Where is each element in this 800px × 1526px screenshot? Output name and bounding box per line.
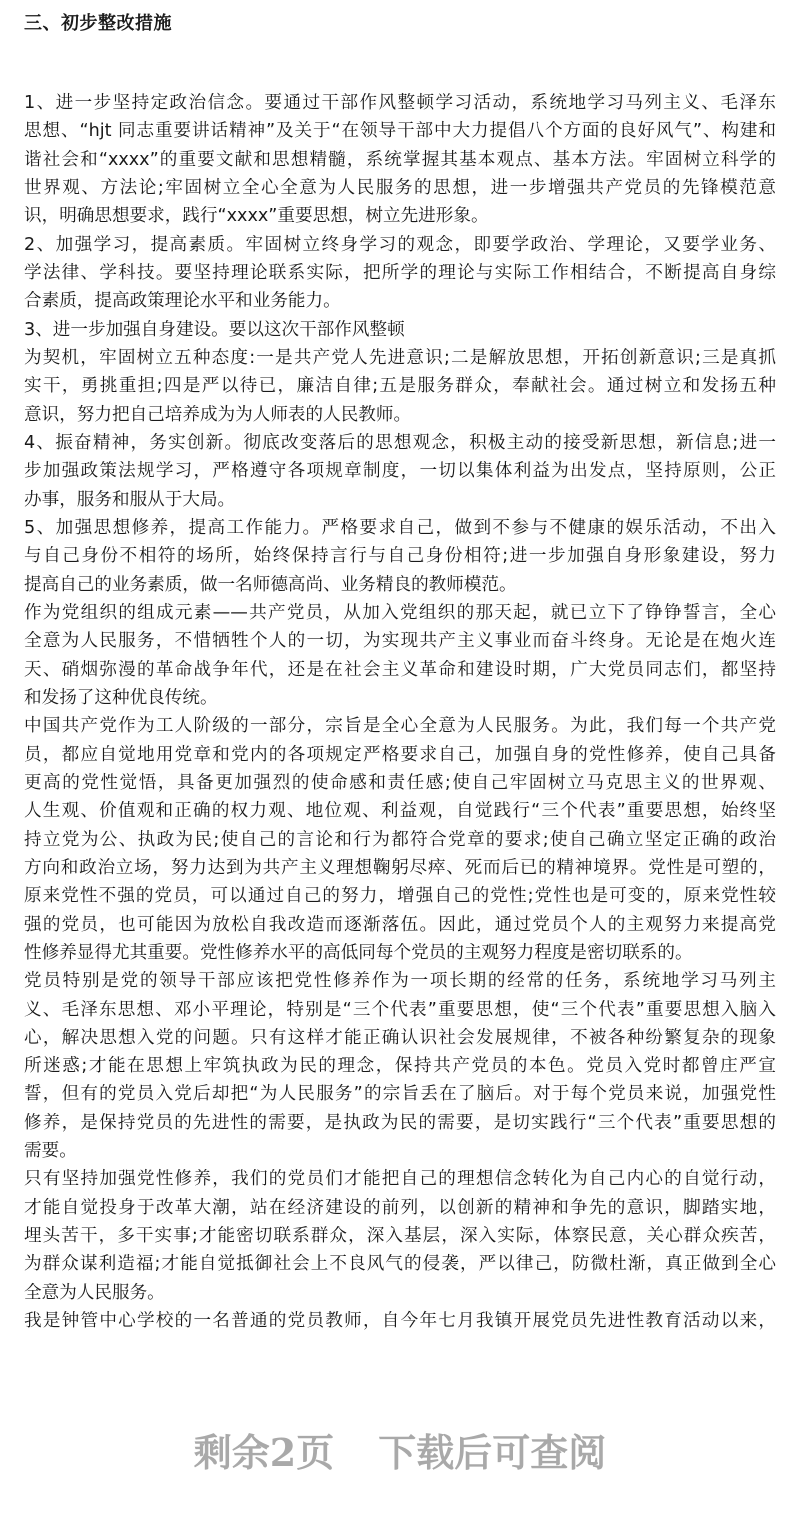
text-line: 合素质，提高政策理论水平和业务能力。 [24,291,341,312]
paragraph [24,514,776,599]
download-to-view-label[interactable]: 下载后可查阅 [378,1430,607,1475]
text-line: 谐社会和“xxxx”的重要文献和思想精髓，系统掌握其基本观点、基本方法。牢固树立科学的 [24,149,776,170]
text-line: 世界观、方法论;牢固树立全心全意为人民服务的思想，进一步增强共产党员的先锋模范意 [24,177,776,198]
text-line: 党员特别是党的领导干部应该把党性修养作为一项长期的经常的任务，系统地学习马列主 [24,971,776,992]
text-line: 2、加强学习，提高素质。牢固树立终身学习的观念，即要学政治、学理论，又要学业务、 [24,234,776,255]
text-line: 我是钟管中心学校的一名普通的党员教师，自今年七月我镇开展党员先进性教育活动以来， [24,1311,776,1332]
text-line: 学法律、学科技。要坚持理论联系实际，把所学的理论与实际工作相结合，不断提高自身综 [24,262,776,283]
text-line: 心，解决思想入党的问题。只有这样才能正确认识社会发展规律，不被各种纷繁复杂的现象 [24,1027,776,1048]
text-line: 为契机，牢固树立五种态度:一是共产党人先进意识;二是解放思想，开拓创新意识;三是真抓 [24,347,776,368]
text-line: 5、加强思想修养，提高工作能力。严格要求自己，做到不参与不健康的娱乐活动，不出入 [24,517,776,538]
text-line: 员，都应自觉地用党章和党内的各项规定严格要求自己，加强自身的党性修养，使自己具备 [24,744,776,765]
text-line: 思想、“hjt 同志重要讲话精神”及关于“在领导干部中大力提倡八个方面的良好风气”、构建和 [24,121,776,142]
paragraph [24,1165,776,1307]
text-line: 意识，努力把自己培养成为为人师表的人民教师。 [24,404,412,425]
paragraph [24,231,776,316]
text-line: 全意为人民服务，不惜牺牲个人的一切，为实现共产主义事业而奋斗终身。无论是在炮火连 [24,631,776,652]
text-line: 只有坚持加强党性修养，我们的党员们才能把自己的理想信念转化为自己内心的自觉行动， [24,1169,776,1190]
text-line: 作为党组织的组成元素——共产党员，从加入党组织的那天起，就已立下了铮铮誓言，全心 [24,602,776,623]
text-line: 为群众谋利造福;才能自觉抵御社会上不良风气的侵袭，严以律己，防微杜渐，真正做到全心 [24,1254,776,1275]
paragraph [24,316,776,344]
text-line: 修养，是保持党员的先进性的需要，是执政为民的需要，是切实践行“三个代表”重要思想的 [24,1112,776,1133]
download-prompt[interactable] [0,1422,800,1477]
text-line: 3、进一步加强自身建设。要以这次干部作风整顿 [24,319,405,340]
text-line: 更高的党性觉悟，具备更加强烈的使命感和责任感;使自己牢固树立马克思主义的世界观、 [24,772,776,793]
text-line: 中国共产党作为工人阶级的一部分，宗旨是全心全意为人民服务。为此，我们每一个共产党 [24,716,776,737]
text-line: 方向和政治立场，努力达到为共产主义理想鞠躬尽瘁、死而后已的精神境界。党性是可塑的， [24,857,776,878]
text-line: 4、振奋精神，务实创新。彻底改变落后的思想观念，积极主动的接受新思想，新信息;进一 [24,432,776,453]
text-line: 办事，服务和服从于大局。 [24,489,236,510]
remaining-pages-label: 剩余2页 [193,1430,335,1475]
text-line: 义、毛泽东思想、邓小平理论，特别是“三个代表”重要思想，使“三个代表”重要思想入脑入 [24,999,776,1020]
text-line: 才能自觉投身于改革大潮，站在经济建设的前列，以创新的精神和争先的意识，脚踏实地， [24,1197,776,1218]
document-body [24,89,776,1335]
text-line: 天、硝烟弥漫的革命战争年代，还是在社会主义革命和建设时期，广大党员同志们，都坚持 [24,659,776,680]
paragraph [24,967,776,1165]
paragraph [24,1307,776,1335]
text-line: 提高自己的业务素质，做一名师德高尚、业务精良的教师模范。 [24,574,517,595]
text-line: 需要。 [24,1141,77,1162]
section-heading: 三、初步整改措施 [24,13,172,34]
paragraph [24,344,776,429]
paragraph [24,712,776,967]
text-line: 誓，但有的党员入党后却把“为人民服务”的宗旨丢在了脑后。对于每个党员来说，加强党性 [24,1084,776,1105]
text-line: 1、进一步坚持定政治信念。要通过干部作风整顿学习活动，系统地学习马列主义、毛泽东 [24,93,776,113]
text-line: 所迷惑;才能在思想上牢筑执政为民的理念，保持共产党员的本色。党员入党时都曾庄严宣 [24,1056,776,1077]
paragraph [24,599,776,712]
paragraph [24,89,776,231]
text-line: 实干，勇挑重担;四是严以待已，廉洁自律;五是服务群众，奉献社会。通过树立和发扬五种 [24,376,776,397]
text-line: 和发扬了这种优良传统。 [24,687,218,708]
paragraph [24,429,776,514]
text-line: 持立党为公、执政为民;使自己的言论和行为都符合党章的要求;使自己确立坚定正确的政治 [24,829,776,850]
text-line: 性修养显得尤其重要。党性修养水平的高低同每个党员的主观努力程度是密切联系的。 [24,942,693,963]
text-line: 埋头苦干，多干实事;才能密切联系群众，深入基层，深入实际，体察民意，关心群众疾苦， [24,1226,776,1247]
text-line: 步加强政策法规学习，严格遵守各项规章制度，一切以集体利益为出发点，坚持原则，公正 [24,461,776,482]
text-line: 原来党性不强的党员，可以通过自己的努力，增强自己的党性;党性也是可变的，原来党性较 [24,886,776,907]
text-line: 人生观、价值观和正确的权力观、地位观、利益观，自觉践行“三个代表”重要思想，始终坚 [24,801,776,822]
text-line: 与自己身份不相符的场所，始终保持言行与自己身份相符;进一步加强自身形象建设，努力 [24,546,776,567]
text-line: 强的党员，也可能因为放松自我改造而逐渐落伍。因此，通过党员个人的主观努力来提高党 [24,914,776,935]
text-line: 识，明确思想要求，践行“xxxx”重要思想，树立先进形象。 [24,206,489,227]
text-line: 全意为人民服务。 [24,1282,165,1303]
